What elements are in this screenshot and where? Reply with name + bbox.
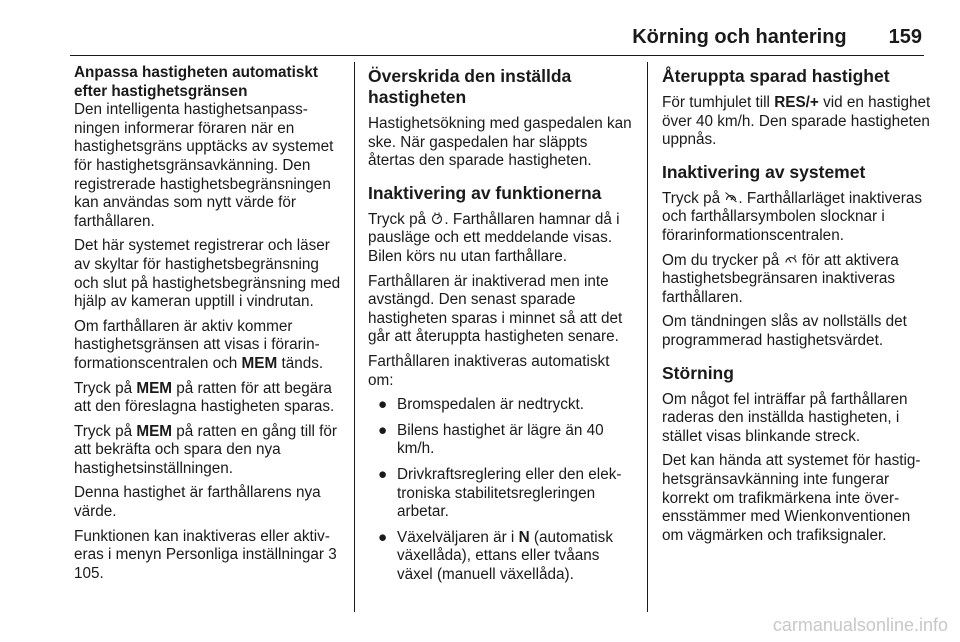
bullet-icon: ● <box>378 528 388 546</box>
paragraph <box>368 211 638 267</box>
text: För tumhjulet till <box>662 94 775 111</box>
page-title: Körning och hantering <box>632 26 847 48</box>
list-item-text: (automatisk växellåda), ettans eller tvåans växel (manuell växellåda). <box>397 528 613 583</box>
list-item-text: Bromspedalen är nedtryckt. <box>397 396 585 414</box>
text: vid en hastighet över 40 km/h. Den sparade hastigheten uppnås. <box>662 94 931 149</box>
mem-label: MEM <box>136 422 173 440</box>
text: på ratten en gång till för att bekräfta och spara den nya hastighetsinställningen. <box>74 422 338 477</box>
mem-label: MEM <box>136 379 173 397</box>
section-heading: Inaktivering av systemet <box>662 161 866 182</box>
bullet-icon: ● <box>378 396 388 414</box>
section-heading: Överskrida den inställda hastigheten <box>368 66 572 107</box>
list-item-text: Drivkraftsreglering eller den elektroniska stabilitetsregleringen arbetar. <box>397 465 622 521</box>
list-item <box>368 422 638 459</box>
section-heading: Inaktivering av funktionerna <box>368 182 602 203</box>
section-heading: Återuppta sparad hastighet <box>662 66 890 86</box>
text: Om du trycker på <box>662 251 784 269</box>
paragraph <box>74 318 342 374</box>
res-label: RES/+ <box>774 94 819 111</box>
bullet-icon: ● <box>378 465 388 483</box>
paragraph <box>662 94 932 150</box>
list-item <box>368 529 638 585</box>
paragraph: Om något fel inträffar på farthållaren raderas den inställda hastigheten, i stället visas blinkande streck. <box>662 390 908 445</box>
section-heading: Anpassa hastigheten automatiskt efter hastighetsgränsen <box>74 64 318 100</box>
paragraph: Om tändningen slås av nollställs det programmerad hastighetsvärdet. <box>662 313 907 349</box>
text: på ratten för att begära att den föreslagna hastigheten sparas. <box>74 379 335 416</box>
paragraph: Farthållaren inaktiveras automatiskt om: <box>368 352 610 389</box>
paragraph <box>662 252 932 308</box>
section-heading: Störning <box>662 362 734 383</box>
header-divider <box>70 55 924 56</box>
bullet-icon: ● <box>378 421 388 439</box>
page-header <box>70 26 922 52</box>
cruise-off-icon <box>724 190 738 209</box>
list-item <box>368 466 638 522</box>
paragraph: Denna hastighet är farthållarens nya värde. <box>74 484 321 521</box>
list-item-text: Bilens hastighet är lägre än 40 km/h. <box>397 421 604 458</box>
text: Funktionen kan inaktiveras eller aktiveras i menyn Personliga inställningar <box>74 527 330 564</box>
paragraph <box>74 423 342 479</box>
paragraph <box>74 380 342 417</box>
text: för att aktivera hastighetsbegränsaren inaktiveras farthållaren. <box>662 251 899 306</box>
speed-limiter-icon <box>784 252 798 271</box>
bullet-list <box>368 396 638 584</box>
text: . Farthållarläget inaktiveras och farthållarsymbolen slocknar i förarinformationscentralen. <box>662 189 922 244</box>
paragraph: Det kan hända att systemet för hastighetsgränsavkänning inte fungerar korrekt om trafikmärkena inte överensstämmer med Wienkonventionen om vägmärken och trafiksignaler. <box>662 452 921 544</box>
text: Tryck på <box>368 210 431 228</box>
page-reference[interactable]: 105. <box>74 564 104 582</box>
mem-label: MEM <box>241 354 278 372</box>
column-right <box>662 64 932 551</box>
paragraph: Hastighetsökning med gaspedalen kan ske. När gaspedalen har släppts återtas den sparade hastigheten. <box>368 115 632 170</box>
text: Tryck på <box>74 422 137 440</box>
text: Tryck på <box>662 189 725 207</box>
paragraph <box>662 190 932 246</box>
column-left <box>74 64 342 589</box>
column-middle <box>368 64 638 591</box>
watermark: carmanualsonline.info <box>772 615 948 635</box>
text: Om farthållaren är aktiv kommer hastighetsgränsen att visas i förarinformationscentralen och <box>74 317 320 372</box>
text: tänds. <box>277 354 324 372</box>
text: . Farthållaren hamnar då i pausläge och ett meddelande visas. Bilen körs nu utan farthållare. <box>368 210 620 265</box>
gear-label: N <box>518 528 530 546</box>
page-reference-icon[interactable]: 3 <box>328 546 337 564</box>
paragraph: Farthållaren är inaktiverad men inte avstängd. Den senast sparade hastigheten sparas i minnet så att det går att återuppta hastigheten senare. <box>368 272 623 346</box>
cruise-pause-icon <box>430 211 444 230</box>
text: Tryck på <box>74 379 137 397</box>
page-number: 159 <box>888 26 922 48</box>
column-divider <box>354 62 355 612</box>
list-item-text: Växelväljaren är i <box>397 528 519 546</box>
paragraph: Det här systemet registrerar och läser av skyltar för hastighetsbegränsning och slut på hastighetsbegränsning med hjälp av kameran upptill i vindrutan. <box>74 237 341 311</box>
paragraph: Den intelligenta hastighetsanpassningen informerar föraren när en hastighetsgräns upptäcks av systemet för hastighetsgränsavkänning. Den registrerade hastighetsbegränsningen kan användas som nytt värde för farthållaren. <box>74 101 334 230</box>
paragraph <box>74 528 342 584</box>
list-item <box>368 396 638 415</box>
column-divider <box>647 62 648 612</box>
